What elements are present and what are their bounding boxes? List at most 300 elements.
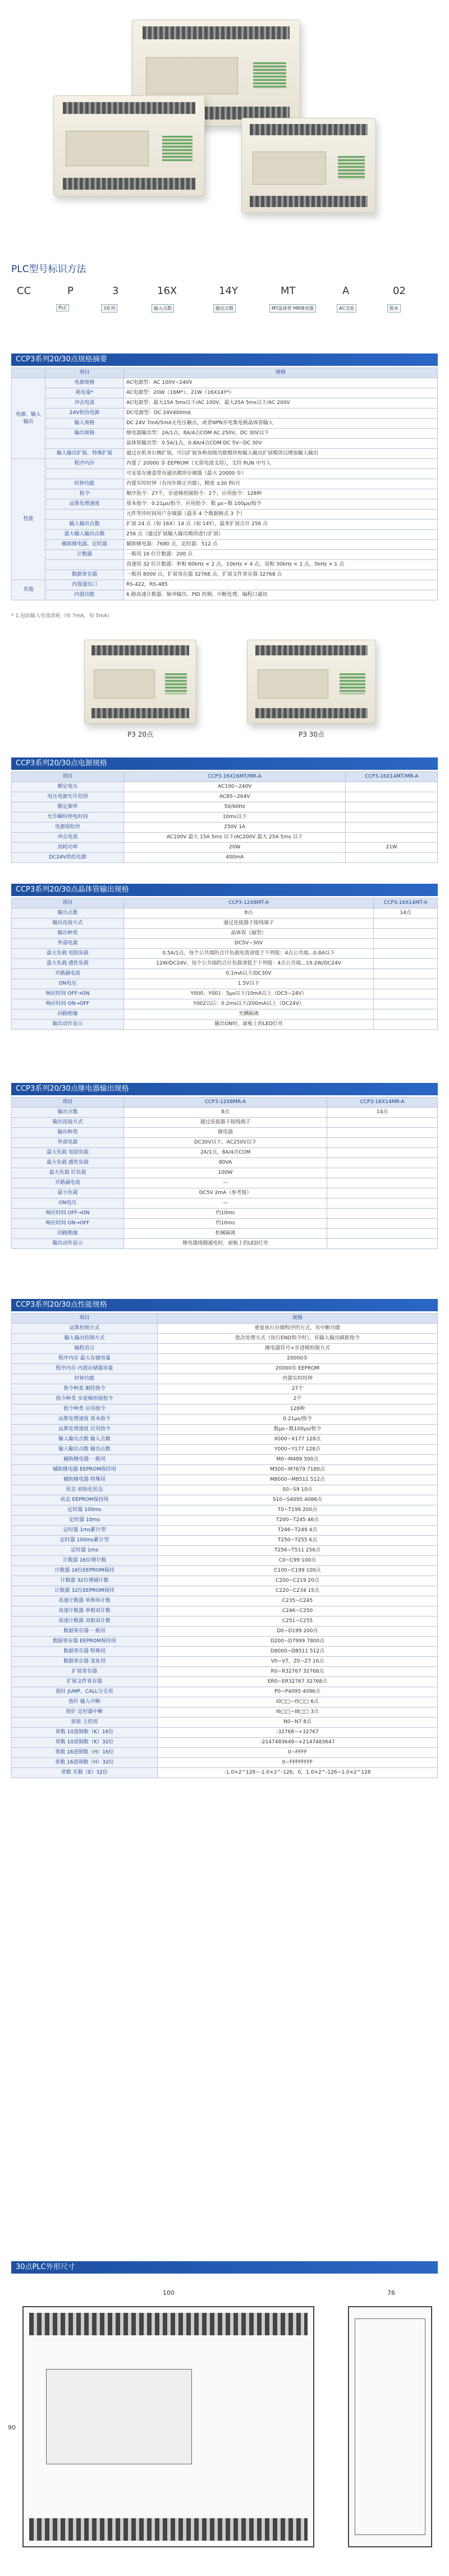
perf-row <box>12 1526 438 1536</box>
perf-cell: 定时器 1ms <box>12 1546 158 1556</box>
perf-cell: C200~C219 20点 <box>158 1576 438 1586</box>
power-table <box>11 772 438 863</box>
perf-cell: C0~C99 100点 <box>158 1556 438 1566</box>
model-code-row <box>11 285 438 319</box>
perf-cell: D200~D7999 7800点 <box>158 1637 438 1647</box>
perf-row <box>12 1394 438 1404</box>
perf-cell: -2147483648~+2147483647 <box>158 1738 438 1748</box>
transistor-cell: 8点 <box>124 908 374 919</box>
relay-cell: DC30V以下，AC250V以下 <box>124 1138 327 1148</box>
spec-row <box>12 580 438 590</box>
perf-cell: S10~S4095 4086点 <box>158 1495 438 1505</box>
plc-photo-30 <box>247 640 376 724</box>
relay-row <box>12 1178 438 1188</box>
dim-height-label: 90 <box>8 2424 16 2431</box>
perf-cell: 常数 10进制数（K）16位 <box>12 1728 158 1738</box>
perf-cell: 指令种类 步进梯形图指令 <box>12 1394 158 1404</box>
model-desc: 版本 <box>387 304 401 313</box>
perf-cell: 数据寄存器 变址用 <box>12 1657 158 1667</box>
relay-cell: 14点 <box>327 1108 438 1118</box>
transistor-cell <box>374 919 438 929</box>
spec-row <box>12 439 438 449</box>
transistor-cell: 1.5V以下 <box>124 979 374 989</box>
spec-header-spec: 规格 <box>124 368 438 378</box>
perf-table <box>11 1313 438 1778</box>
spec-value: 可安装存储盒带有通讯模块存储器（最大 20000 步） <box>124 469 438 479</box>
spec-header-group <box>12 368 45 378</box>
transistor-cell <box>374 1020 438 1030</box>
transistor-cell <box>374 989 438 999</box>
perf-header-spec: 规格 <box>158 1314 438 1324</box>
model-part: CC <box>17 285 31 297</box>
spec-value: DC电源型：DC 24V400mA <box>124 408 438 419</box>
perf-cell: R0~R32767 32768点 <box>158 1667 438 1677</box>
power-cell: 额定频率 <box>12 802 124 812</box>
perf-cell: 输入输出控制方式 <box>12 1334 158 1344</box>
relay-cell <box>327 1229 438 1239</box>
perf-row <box>12 1485 438 1495</box>
perf-cell: 指令种类 顺控指令 <box>12 1384 158 1394</box>
power-cell: 允许瞬时停电时间 <box>12 812 124 823</box>
perf-cell: Y000~Y177 128点 <box>158 1445 438 1455</box>
spec-item: 24V供给电源 <box>45 408 124 419</box>
relay-cell: ON电压 <box>12 1199 124 1209</box>
transistor-row <box>12 979 438 989</box>
power-cell <box>346 802 438 812</box>
perf-cell: 数据寄存器 一般用 <box>12 1627 158 1637</box>
perf-row <box>12 1505 438 1516</box>
power-cell <box>346 823 438 833</box>
perf-cell: 扩展文件寄存器 <box>12 1677 158 1687</box>
spec-item <box>45 469 124 479</box>
spec-item <box>45 509 124 520</box>
spec-item: 输出规格 <box>45 429 124 439</box>
perf-cell: C246~C250 <box>158 1606 438 1617</box>
spec-group: 电源、输入输出 <box>12 378 45 459</box>
power-header-col1: CCP3-16X16MT/MR-A <box>124 772 346 782</box>
perf-cell: 计数器 16位EEPROM保持 <box>12 1566 158 1576</box>
perf-cell: 0~FFFF <box>158 1748 438 1758</box>
relay-cell <box>327 1188 438 1199</box>
dim-width-label: 100 <box>163 2289 175 2297</box>
relay-cell: 约10ms <box>124 1209 327 1219</box>
relay-cell: 80VA <box>124 1158 327 1168</box>
spec-row <box>12 388 438 398</box>
spec-row <box>12 489 438 499</box>
relay-row <box>12 1168 438 1178</box>
power-row <box>12 802 438 812</box>
spec-value: AC电源型：AC 100V~240V <box>124 378 438 388</box>
transistor-cell <box>374 939 438 949</box>
perf-cell: 输入输出点数 输入点数 <box>12 1435 158 1445</box>
perf-cell: C235~C245 <box>158 1596 438 1606</box>
perf-row <box>12 1768 438 1778</box>
plc-photo-20 <box>84 640 196 724</box>
perf-cell: 程序内存 最大存储容量 <box>12 1354 158 1364</box>
perf-row <box>12 1566 438 1576</box>
power-cell: 21W <box>346 843 438 853</box>
spec-item: 内置通讯口 <box>45 580 124 590</box>
spec-row <box>12 479 438 489</box>
perf-cell: T250~T255 6点 <box>158 1536 438 1546</box>
perf-cell: X000~X177 128点 <box>158 1435 438 1445</box>
relay-cell <box>327 1168 438 1178</box>
power-cell: 额定电压 <box>12 782 124 792</box>
perf-cell: 常数 16进制数（H）32位 <box>12 1758 158 1768</box>
perf-cell: S0~S9 10点 <box>158 1485 438 1495</box>
power-cell: AC100~240V <box>124 782 346 792</box>
transistor-row <box>12 999 438 1009</box>
dim-front-view <box>22 2306 314 2547</box>
perf-cell: 计数器 32位增减计数 <box>12 1576 158 1586</box>
perf-cell: 27个 <box>158 1384 438 1394</box>
transistor-row <box>12 919 438 929</box>
relay-cell: 输出点数 <box>12 1108 124 1118</box>
perf-cell: T200~T245 46点 <box>158 1516 438 1526</box>
power-row <box>12 812 438 823</box>
power-cell <box>346 833 438 843</box>
photo-caption-20: P3 20点 <box>127 731 153 738</box>
spec-row <box>12 530 438 540</box>
spec-value: RS-422，RS-485 <box>124 580 438 590</box>
spec-value: AC电源型：最大15A 5ms以下/AC 100V，最大25A 5ms以下/AC 200V <box>124 398 438 408</box>
transistor-cell: Y002以后：0.2ms以下/200mA以上（DC24V） <box>124 999 374 1009</box>
perf-cell: 输入输出点数 输出点数 <box>12 1445 158 1455</box>
perf-row <box>12 1495 438 1505</box>
perf-cell: 指针 JUMP、CALL分支用 <box>12 1687 158 1697</box>
relay-section-bar: CCP3系列20/30点继电器输出规格 <box>11 1083 438 1095</box>
transistor-row <box>12 1009 438 1020</box>
relay-cell: 响应时间 ON→OFF <box>12 1219 124 1229</box>
relay-header-col1: CCP3-12X8MR-A <box>124 1098 327 1108</box>
spec-group: 性能 <box>12 459 45 580</box>
spec-value: 顺序指令：27个，步进梯形图指令：2个，应用指令：128种 <box>124 489 438 499</box>
spec-value: 扩展 24 点（如 16X）14 点（如 14Y），最多扩展合计 256 点 <box>124 520 438 530</box>
perf-cell: 定时器 10ms <box>12 1516 158 1526</box>
perf-row <box>12 1697 438 1707</box>
perf-cell: 20000步 <box>158 1354 438 1364</box>
transistor-cell: 12W/DC24V，每个公共端的合计负载请低于下列值：4点公共端…19.2W/DC24V <box>124 959 374 969</box>
perf-cell: 常数 10进制数（K）32位 <box>12 1738 158 1748</box>
relay-cell <box>327 1209 438 1219</box>
perf-cell: I6□□~I8□□ 3点 <box>158 1707 438 1718</box>
perf-cell: M500~M7679 7180点 <box>158 1465 438 1475</box>
relay-row <box>12 1108 438 1118</box>
perf-cell: ER0~ER32767 32768点 <box>158 1677 438 1687</box>
perf-row <box>12 1344 438 1354</box>
dim-depth-label: 76 <box>387 2289 395 2297</box>
spec-row <box>12 520 438 530</box>
perf-cell: 定时器 1ms累计型 <box>12 1526 158 1536</box>
transistor-cell: ON电压 <box>12 979 124 989</box>
perf-row <box>12 1475 438 1485</box>
perf-row <box>12 1627 438 1637</box>
perf-cell: 数据寄存器 EEPROM保持用 <box>12 1637 158 1647</box>
relay-row <box>12 1229 438 1239</box>
power-cell: 电源保险丝 <box>12 823 124 833</box>
transistor-header-col1: CCP3-12X8MT-A <box>124 898 374 908</box>
perf-cell: D8000~D8511 512点 <box>158 1647 438 1657</box>
perf-row <box>12 1637 438 1647</box>
transistor-cell <box>374 929 438 939</box>
spec-value: 辅助继电器：7680 点，定时器：512 点 <box>124 540 438 550</box>
spec-row <box>12 540 438 550</box>
perf-cell: 指针 定时器中断 <box>12 1707 158 1718</box>
perf-cell: 辅助继电器 一般用 <box>12 1455 158 1465</box>
transistor-cell: 响应时间 ON→OFF <box>12 999 124 1009</box>
transistor-table <box>11 898 438 1030</box>
plc-unit-left <box>53 95 205 196</box>
power-header-item: 项目 <box>12 772 124 782</box>
transistor-cell: 0.1mA以下/DC30V <box>124 969 374 979</box>
perf-row <box>12 1556 438 1566</box>
spec-value: DC 24V 7mA/5mA无电压触点，或者NPN开电集电极晶体管输入 <box>124 419 438 429</box>
perf-cell: M0~M499 500点 <box>158 1455 438 1465</box>
perf-row <box>12 1677 438 1687</box>
perf-cell: 定时器 100ms <box>12 1505 158 1516</box>
model-desc: 输入点数 <box>152 304 174 313</box>
model-desc: PLC <box>56 304 69 311</box>
photo-caption-30: P3 30点 <box>299 731 324 738</box>
power-cell: AC85~264V <box>124 792 346 802</box>
perf-cell: 编程语言 <box>12 1344 158 1354</box>
perf-cell: 扩展寄存器 <box>12 1667 158 1677</box>
perf-row <box>12 1425 438 1435</box>
perf-cell: M8000~M8511 512点 <box>158 1475 438 1485</box>
transistor-row <box>12 959 438 969</box>
transistor-row <box>12 969 438 979</box>
relay-cell <box>327 1148 438 1158</box>
transistor-cell: 晶体管（漏型） <box>124 929 374 939</box>
perf-row <box>12 1748 438 1758</box>
perf-cell: T256~T511 256点 <box>158 1546 438 1556</box>
model-part: A <box>342 285 350 297</box>
transistor-row <box>12 949 438 959</box>
perf-cell: C251~C255 <box>158 1617 438 1627</box>
transistor-row <box>12 1020 438 1030</box>
perf-cell: 高速计数器 单相单计数 <box>12 1596 158 1606</box>
perf-row <box>12 1718 438 1728</box>
perf-cell: 运算控制方式 <box>12 1324 158 1334</box>
transistor-cell <box>374 969 438 979</box>
power-row <box>12 823 438 833</box>
power-section-bar: CCP3系列20/30点电源规格 <box>11 757 438 770</box>
perf-cell: 运算处理速度 基本指令 <box>12 1415 158 1425</box>
transistor-cell: Y000、Y001：5μs以下/10mA以上（DC5~24V） <box>124 989 374 999</box>
power-cell: 冲击电流 <box>12 833 124 843</box>
perf-row <box>12 1445 438 1455</box>
perf-row <box>12 1516 438 1526</box>
perf-cell: 指令种类 应用指令 <box>12 1404 158 1415</box>
transistor-cell: 14点 <box>374 908 438 919</box>
transistor-cell: 输出点数 <box>12 908 124 919</box>
perf-row <box>12 1415 438 1425</box>
model-part: P <box>67 285 74 297</box>
spec-group: 其他 <box>12 580 45 600</box>
spec-value: 通过在机身右侧扩展，可以扩展各种高级功能模块和输入输出扩展模块以增加输入输出 <box>124 449 438 459</box>
power-cell: 10ms以下 <box>124 812 346 823</box>
spec-item: 计数器 <box>45 550 124 560</box>
spec-value: 元件等待时间用户存储器（最多 4 个数据格式 3 个） <box>124 509 438 520</box>
perf-cell: 辅助继电器 特殊用 <box>12 1475 158 1485</box>
perf-cell: 状态 初始化状态 <box>12 1485 158 1495</box>
model-desc: AC交流 <box>337 304 356 313</box>
perf-cell: N0~N7 8点 <box>158 1718 438 1728</box>
relay-cell <box>327 1158 438 1168</box>
perf-row <box>12 1334 438 1344</box>
relay-row <box>12 1209 438 1219</box>
transistor-header-col2: CCP3-16X14MT-A <box>374 898 438 908</box>
perf-cell: 程序内存 内置存储器容量 <box>12 1364 158 1374</box>
spec-value: 内置实时时钟（有闰年修正功能），精度 ±30 秒/月 <box>124 479 438 489</box>
power-header-col2: CCP3-16X14MT/MR-A <box>346 772 438 782</box>
perf-header-item: 项目 <box>12 1314 158 1324</box>
perf-cell: P0~P4095 4096点 <box>158 1687 438 1697</box>
transistor-cell: 开路漏电流 <box>12 969 124 979</box>
spec-item: 指令 <box>45 489 124 499</box>
power-row <box>12 853 438 863</box>
transistor-row <box>12 908 438 919</box>
perf-row <box>12 1647 438 1657</box>
transistor-cell <box>374 949 438 959</box>
relay-cell: 外部电源 <box>12 1138 124 1148</box>
relay-cell: 最大负载 灯负载 <box>12 1168 124 1178</box>
plc-unit-right <box>241 118 376 213</box>
perf-row <box>12 1374 438 1384</box>
spec-item: 电源规格 <box>45 378 124 388</box>
spec-item: 内置功能 <box>45 590 124 600</box>
transistor-cell: 响应时间 OFF→ON <box>12 989 124 999</box>
transistor-cell: 通过连接器子接线端子 <box>124 919 374 929</box>
transistor-row <box>12 929 438 939</box>
perf-cell: V0~V7，Z0~Z7 16点 <box>158 1657 438 1667</box>
perf-cell: 高速计数器 单相双计数 <box>12 1606 158 1617</box>
perf-cell: 继电器符号+步进梯形图方式 <box>158 1344 438 1354</box>
power-cell <box>346 792 438 802</box>
relay-cell: 继电器线圈通电时，面板上的LED灯亮 <box>124 1239 327 1249</box>
relay-cell: — <box>124 1178 327 1188</box>
spec-item <box>45 439 124 449</box>
spec-value: 高速用 32 位计数器：单相 60kHz × 2 点，10kHz × 4 点，双相 30kHz × 1 点，5kHz × 1 点 <box>124 560 438 570</box>
spec-row <box>12 419 438 429</box>
relay-row <box>12 1158 438 1168</box>
perf-row <box>12 1384 438 1394</box>
transistor-cell: 输出动作显示 <box>12 1020 124 1030</box>
transistor-cell: DC5V~30V <box>124 939 374 949</box>
perf-cell: 常数 16进制数（H）16位 <box>12 1748 158 1758</box>
relay-cell <box>327 1239 438 1249</box>
perf-cell: 计数器 32位EEPROM保持 <box>12 1586 158 1596</box>
perf-cell: 数据寄存器 特殊用 <box>12 1647 158 1657</box>
perf-cell: -1.0×2^128~-1.0×2^-126，0，1.0×2^-126~1.0×2^128 <box>158 1768 438 1778</box>
power-row <box>12 792 438 802</box>
relay-cell: 机械隔离 <box>124 1229 327 1239</box>
model-desc: MT晶体管 MR继电器 <box>269 304 316 313</box>
transistor-cell <box>374 1009 438 1020</box>
perf-row <box>12 1707 438 1718</box>
perf-cell: 0~FFFFFFFF <box>158 1758 438 1768</box>
dim-section-bar: 30点PLC外形尺寸 <box>11 2261 438 2274</box>
spec-item: 数据寄存器 <box>45 570 124 580</box>
spec-value: 256 点（通过扩展输入输出模块进行扩展） <box>124 530 438 540</box>
relay-row <box>12 1128 438 1138</box>
relay-row <box>12 1219 438 1229</box>
spec-value: 6 路高速计数器、脉冲输出、PID 控制、中断处理、编程口通讯 <box>124 590 438 600</box>
relay-cell: 继电器 <box>124 1128 327 1138</box>
perf-cell: 20000步 EEPROM <box>158 1364 438 1374</box>
transistor-cell: 回路绝缘 <box>12 1009 124 1020</box>
perf-cell: 时钟功能 <box>12 1374 158 1384</box>
perf-cell: C100~C199 100点 <box>158 1566 438 1576</box>
perf-cell: T246~T249 4点 <box>158 1526 438 1536</box>
perf-cell: 定时器 100ms累计型 <box>12 1536 158 1546</box>
perf-row <box>12 1687 438 1697</box>
perf-row <box>12 1657 438 1667</box>
spec-section-bar: CCP3系列20/30点规格摘要 <box>11 353 438 366</box>
relay-cell <box>327 1219 438 1229</box>
model-desc: 3系列 <box>101 304 117 313</box>
transistor-section-bar: CCP3系列20/30点晶体管输出规格 <box>11 884 438 896</box>
model-section-title: PLC型号标识方法 <box>11 264 86 275</box>
perf-cell: 数μs~数100μs/指令 <box>158 1425 438 1435</box>
relay-row <box>12 1188 438 1199</box>
spec-item: 输入输出点数 <box>45 520 124 530</box>
power-cell: AC100V 最大 15A 5ms 以下/AC200V 最大 25A 5ms 以下 <box>124 833 346 843</box>
perf-cell: 嵌套 主控用 <box>12 1718 158 1728</box>
transistor-cell <box>374 959 438 969</box>
relay-cell: 2A/1点，8A/4点COM <box>124 1148 327 1158</box>
relay-cell <box>327 1138 438 1148</box>
perf-row <box>12 1465 438 1475</box>
relay-row <box>12 1138 438 1148</box>
perf-cell: -32768~+32767 <box>158 1728 438 1738</box>
spec-item: 耗电量* <box>45 388 124 398</box>
spec-value: 一般用 8000 点，扩展寄存器 32768 点，扩展文件寄存器 32768 点 <box>124 570 438 580</box>
spec-item: 输入输出扩展、特殊扩展 <box>45 449 124 459</box>
transistor-cell <box>374 979 438 989</box>
spec-value: 继电器输出型：2A/1点，8A/4点COM AC 250V，DC 30V以下 <box>124 429 438 439</box>
spec-item: 辅助继电器、定时器 <box>45 540 124 550</box>
relay-header-col2: CCP3-16X14MR-A <box>327 1098 438 1108</box>
perf-row <box>12 1667 438 1677</box>
perf-cell: I0□□~I5□□ 6点 <box>158 1697 438 1707</box>
spec-row <box>12 590 438 600</box>
relay-cell <box>327 1199 438 1209</box>
spec-row <box>12 449 438 459</box>
spec-row <box>12 459 438 469</box>
perf-row <box>12 1546 438 1556</box>
relay-row <box>12 1239 438 1249</box>
perf-cell: 批次处理方式（执行END指令时），有输入输出刷新指令 <box>158 1334 438 1344</box>
power-cell: 20W <box>124 843 346 853</box>
model-part: 3 <box>112 285 119 297</box>
perf-row <box>12 1455 438 1465</box>
relay-cell: 输出动作显示 <box>12 1239 124 1249</box>
perf-row <box>12 1435 438 1445</box>
perf-section-bar: CCP3系列20/30点性能规格 <box>11 1299 438 1311</box>
perf-row <box>12 1758 438 1768</box>
model-desc: 输出点数 <box>213 304 236 313</box>
relay-cell: 开路漏电流 <box>12 1178 124 1188</box>
perf-row <box>12 1536 438 1546</box>
perf-cell: 128种 <box>158 1404 438 1415</box>
power-cell <box>346 782 438 792</box>
perf-cell: C220~C234 15点 <box>158 1586 438 1596</box>
transistor-row <box>12 939 438 949</box>
perf-cell: 0.21μs/指令 <box>158 1415 438 1425</box>
model-part: 16X <box>157 285 177 297</box>
perf-row <box>12 1617 438 1627</box>
